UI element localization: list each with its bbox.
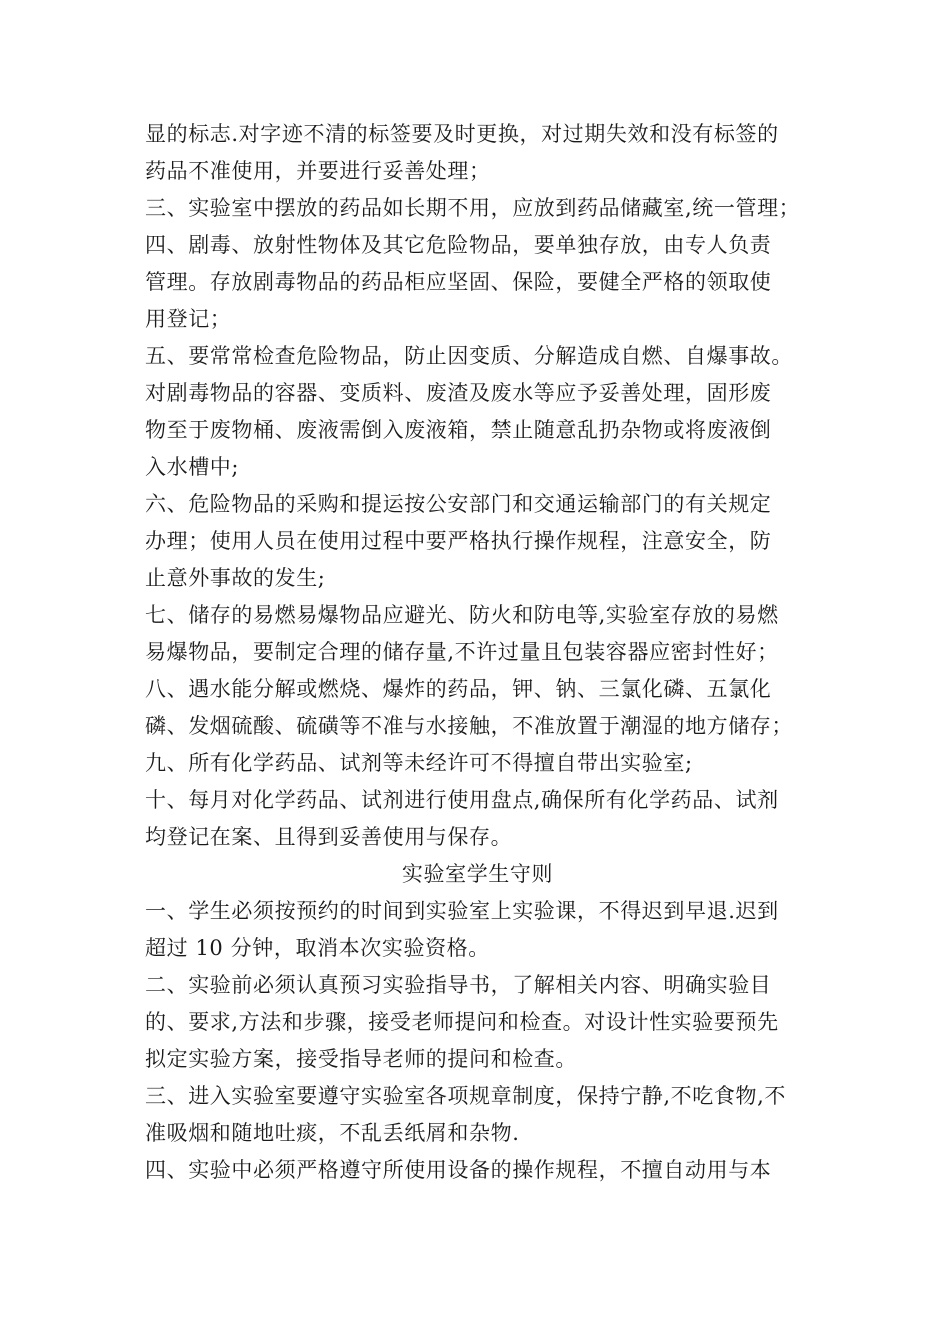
text-line: 八、遇水能分解或燃烧、爆炸的药品，钾、钠、三氯化磷、五氯化: [145, 677, 772, 701]
text-line: 一、学生必须按预约的时间到实验室上实验课，不得迟到早退.迟到: [145, 899, 779, 923]
regulations-section: [145, 116, 810, 856]
text-line: 四、实验中必须严格遵守所使用设备的操作规程，不擅自动用与本: [145, 1158, 772, 1182]
text-line: 九、所有化学药品、试剂等未经许可不得擅自带出实验室;: [145, 751, 693, 775]
text-line: 管理。存放剧毒物品的药品柜应坚固、保险，要健全严格的领取使: [145, 270, 772, 294]
text-line: 显的标志.对字迹不清的标签要及时更换，对过期失效和没有标签的: [145, 122, 779, 146]
document-body: [145, 116, 810, 1189]
text-line: 七、储存的易燃易爆物品应避光、防火和防电等,实验室存放的易燃: [145, 603, 779, 627]
text-line: 三、实验室中摆放的药品如长期不用，应放到药品储藏室,统一管理；: [145, 196, 801, 220]
text-line: 五、要常常检查危险物品，防止因变质、分解造成自燃、自爆事故。: [145, 344, 793, 368]
text-line: 止意外事故的发生;: [145, 566, 326, 590]
text-line: 用登记；: [145, 307, 232, 331]
text-line: 均登记在案、且得到妥善使用与保存。: [145, 825, 513, 849]
text-line: 超过 10 分钟，取消本次实验资格。: [145, 936, 490, 960]
text-line: 磷、发烟硫酸、硫磺等不准与水接触，不准放置于潮湿的地方储存；: [145, 714, 793, 738]
text-line: 对剧毒物品的容器、变质料、废渣及废水等应予妥善处理，固形废: [145, 381, 772, 405]
text-line: 物至于废物桶、废液需倒入废液箱，禁止随意乱扔杂物或将废液倒: [145, 418, 772, 442]
text-line: 六、危险物品的采购和提运按公安部门和交通运输部门的有关规定: [145, 492, 772, 516]
text-line: 二、实验前必须认真预习实验指导书，了解相关内容、明确实验目: [145, 973, 772, 997]
text-line: 四、剧毒、放射性物体及其它危险物品，要单独存放，由专人负责: [145, 233, 772, 257]
student-rules-section: [145, 893, 810, 1189]
text-line: 办理；使用人员在使用过程中要严格执行操作规程，注意安全，防: [145, 529, 772, 553]
section-heading: 实验室学生守则: [401, 862, 554, 886]
text-line: 拟定实验方案，接受指导老师的提问和检查。: [145, 1047, 577, 1071]
text-line: 十、每月对化学药品、试剂进行使用盘点,确保所有化学药品、试剂: [145, 788, 779, 812]
text-line: 准吸烟和随地吐痰，不乱丢纸屑和杂物.: [145, 1121, 520, 1145]
text-line: 药品不准使用，并要进行妥善处理；: [145, 159, 491, 183]
text-line: 的、要求,方法和步骤，接受老师提问和检查。对设计性实验要预先: [145, 1010, 779, 1034]
text-line: 三、进入实验室要遵守实验室各项规章制度，保持宁静,不吃食物,不: [145, 1084, 786, 1108]
text-line: 入水槽中;: [145, 455, 240, 479]
text-line: 易爆物品，要制定合理的储存量,不许过量且包装容器应密封性好；: [145, 640, 779, 664]
